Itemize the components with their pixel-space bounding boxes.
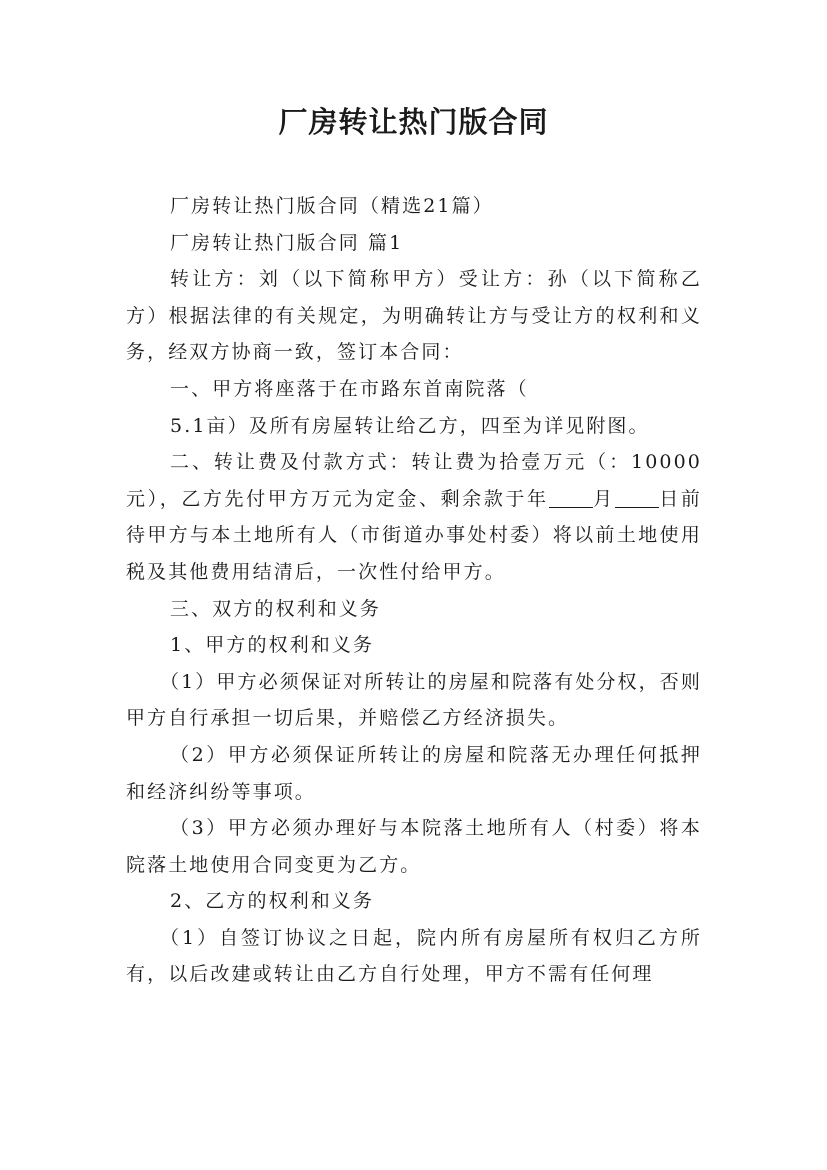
subtitle-paragraph: 厂房转让热门版合同（精选21篇）: [170, 195, 494, 217]
clause-2-paragraph: [126, 444, 702, 590]
document-title: 厂房转让热门版合同: [278, 105, 549, 139]
document-body: [126, 188, 702, 993]
clause-2-text-a: 二、转让费及付款方式：转让费为拾壹万元（：10000元），乙方先付甲方万元为定金、剩余款于年: [126, 451, 702, 510]
party-a-item-3: （3）甲方必须办理好与本院落土地所有人（村委）将本院落土地使用合同变更为乙方。: [126, 817, 702, 876]
clause-2-text-b: 月: [592, 487, 615, 510]
party-a-item-2: （2）甲方必须保证所转让的房屋和院落无办理任何抵押和经济纠纷等事项。: [126, 743, 702, 803]
clause-3-heading: 三、双方的权利和义务: [170, 597, 382, 620]
parties-paragraph: 转让方：刘（以下简称甲方）受让方：孙（以下简称乙方）根据法律的有关规定，为明确转让方与受让方的权利和义务，经双方协商一致，签订本合同：: [126, 268, 702, 364]
party-b-heading: 2、乙方的权利和义务: [170, 890, 375, 913]
clause-1-continuation: 5.1亩）及所有房屋转让给乙方，四至为详见附图。: [170, 414, 650, 437]
month-blank: [549, 487, 593, 508]
day-blank: [615, 487, 659, 508]
party-a-heading: 1、甲方的权利和义务: [170, 634, 375, 657]
party-a-item-1: （1）甲方必须保证对所转让的房屋和院落有处分权，否则甲方自行承担一切后果，并赔偿乙方经济损失。: [126, 670, 702, 730]
clause-2-text-c: 日前待甲方与本土地所有人（市街道办事处村委）将以前土地使用税及其他费用结清后，一次性付给甲方。: [126, 487, 702, 583]
clause-1-paragraph: 一、甲方将座落于在市路东首南院落（: [170, 377, 529, 400]
party-b-item-1: （1）自签订协议之日起，院内所有房屋所有权归乙方所有，以后改建或转让由乙方自行处理，甲方不需有任何理: [126, 926, 702, 986]
section-heading: 厂房转让热门版合同 篇1: [170, 231, 404, 254]
